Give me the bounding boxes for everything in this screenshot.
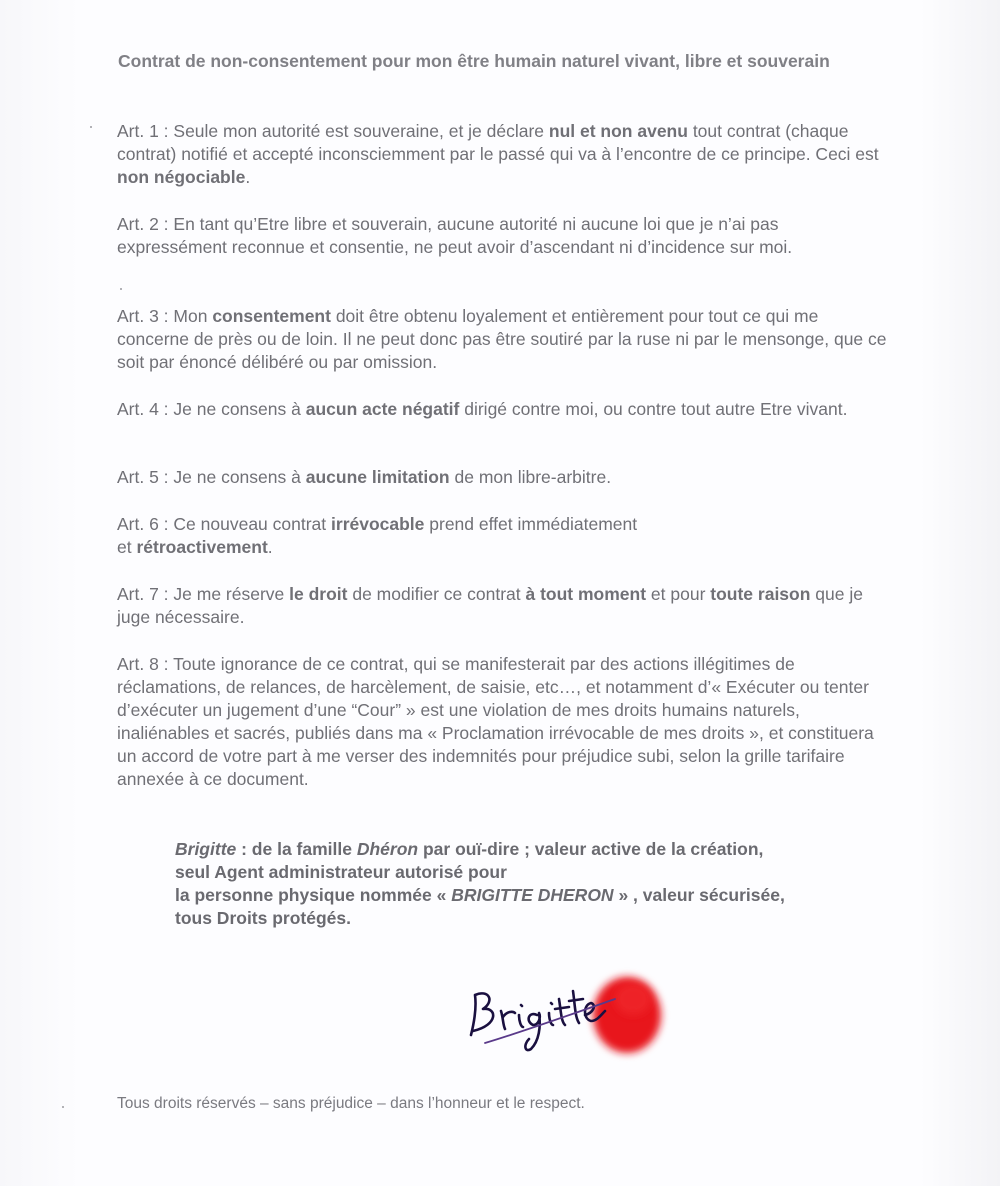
article-text: . bbox=[245, 167, 251, 187]
article-text: Art. 3 : Mon bbox=[117, 306, 213, 326]
article-text: de modifier ce contrat bbox=[347, 584, 526, 604]
article-text: et pour bbox=[646, 584, 711, 604]
emphasized-text: consentement bbox=[212, 306, 331, 326]
footer-note: Tous droits réservés – sans préjudice – dans l’honneur et le respect. bbox=[117, 1095, 585, 1112]
article-text: dirigé contre moi, ou contre tout autre Etre vivant. bbox=[459, 399, 848, 419]
article-6 bbox=[117, 513, 887, 559]
emphasized-text: irrévocable bbox=[331, 514, 425, 534]
emphasized-text: aucun acte négatif bbox=[305, 399, 460, 419]
paper-speck bbox=[90, 126, 92, 128]
article-text: Art. 5 : Je ne consens à bbox=[117, 467, 306, 487]
article-1 bbox=[117, 120, 887, 189]
signature-statement-line-2: seul Agent administrateur autorisé pour bbox=[175, 862, 507, 882]
emphasized-text: à tout moment bbox=[525, 584, 647, 604]
article-text: Art. 2 : En tant qu’Etre libre et souverain, aucune autorité ni aucune loi que je n’ai pas expressément reconnue et consentie, ne peut avoir d’ascendant ni d’incidence sur moi. bbox=[117, 214, 793, 257]
article-5 bbox=[117, 466, 887, 489]
signature-area bbox=[455, 955, 685, 1065]
article-text: Art. 8 : Toute ignorance de ce contrat, qui se manifesterait par des actions illégitimes de réclamations, de relances, de harcèlement, de saisie, etc…, et notamment d’« Exécuter ou tenter d’exécuter un jugement d’une “Cour” » est une violation de mes droits humains naturels, inaliénables et sacrés, publiés dans ma « Proclamation irrévocable de mes droits », et constituera un accord de votre part à me verser des indemnités pour préjudice subi, selon la grille tarifaire annexée à ce document. bbox=[117, 654, 874, 789]
article-text: que je juge nécessaire. bbox=[117, 584, 863, 627]
signature-statement-line-4: tous Droits protégés. bbox=[175, 908, 351, 928]
emphasized-text: non négociable bbox=[117, 167, 246, 187]
paper-speck bbox=[62, 1106, 64, 1108]
emphasized-text: rétroactivement bbox=[136, 537, 268, 557]
article-8 bbox=[117, 653, 887, 791]
article-text: et bbox=[117, 537, 137, 557]
article-text: Art. 7 : Je me réserve bbox=[117, 584, 290, 604]
emphasized-text: nul et non avenu bbox=[548, 121, 688, 141]
article-text: Art. 6 : Ce nouveau contrat bbox=[117, 514, 332, 534]
handwritten-signature bbox=[455, 955, 685, 1065]
article-3 bbox=[117, 305, 887, 374]
document-title: Contrat de non-consentement pour mon être humain naturel vivant, libre et souverain bbox=[118, 51, 830, 71]
article-2 bbox=[117, 213, 887, 259]
article-text: tout contrat (chaque contrat) notifié et accepté inconsciemment par le passé qui va à l’encontre de ce principe. Ceci est bbox=[117, 121, 879, 164]
signature-statement-line-3: la personne physique nommée « BRIGITTE DHERON » , valeur sécurisée, bbox=[175, 885, 785, 905]
article-text: de mon libre-arbitre. bbox=[449, 467, 612, 487]
paper-speck bbox=[120, 288, 122, 290]
emphasized-text: le droit bbox=[289, 584, 348, 604]
article-4 bbox=[117, 398, 887, 421]
article-text: prend effet immédiatement bbox=[424, 514, 638, 534]
article-text: . bbox=[267, 537, 273, 557]
article-7 bbox=[117, 583, 887, 629]
signature-statement-line-1: Brigitte : de la famille Dhéron par ouï-dire ; valeur active de la création, bbox=[175, 839, 764, 859]
signature-statement bbox=[175, 838, 895, 930]
emphasized-text: toute raison bbox=[710, 584, 811, 604]
article-text: Art. 4 : Je ne consens à bbox=[117, 399, 306, 419]
article-text: doit être obtenu loyalement et entièrement pour tout ce qui me concerne de près ou de loin. Il ne peut donc pas être soutiré par la ruse ni par le mensonge, que ce soit par énoncé délibéré ou par omission. bbox=[117, 306, 887, 372]
emphasized-text: aucune limitation bbox=[305, 467, 450, 487]
article-text: Art. 1 : Seule mon autorité est souveraine, et je déclare bbox=[117, 121, 549, 141]
